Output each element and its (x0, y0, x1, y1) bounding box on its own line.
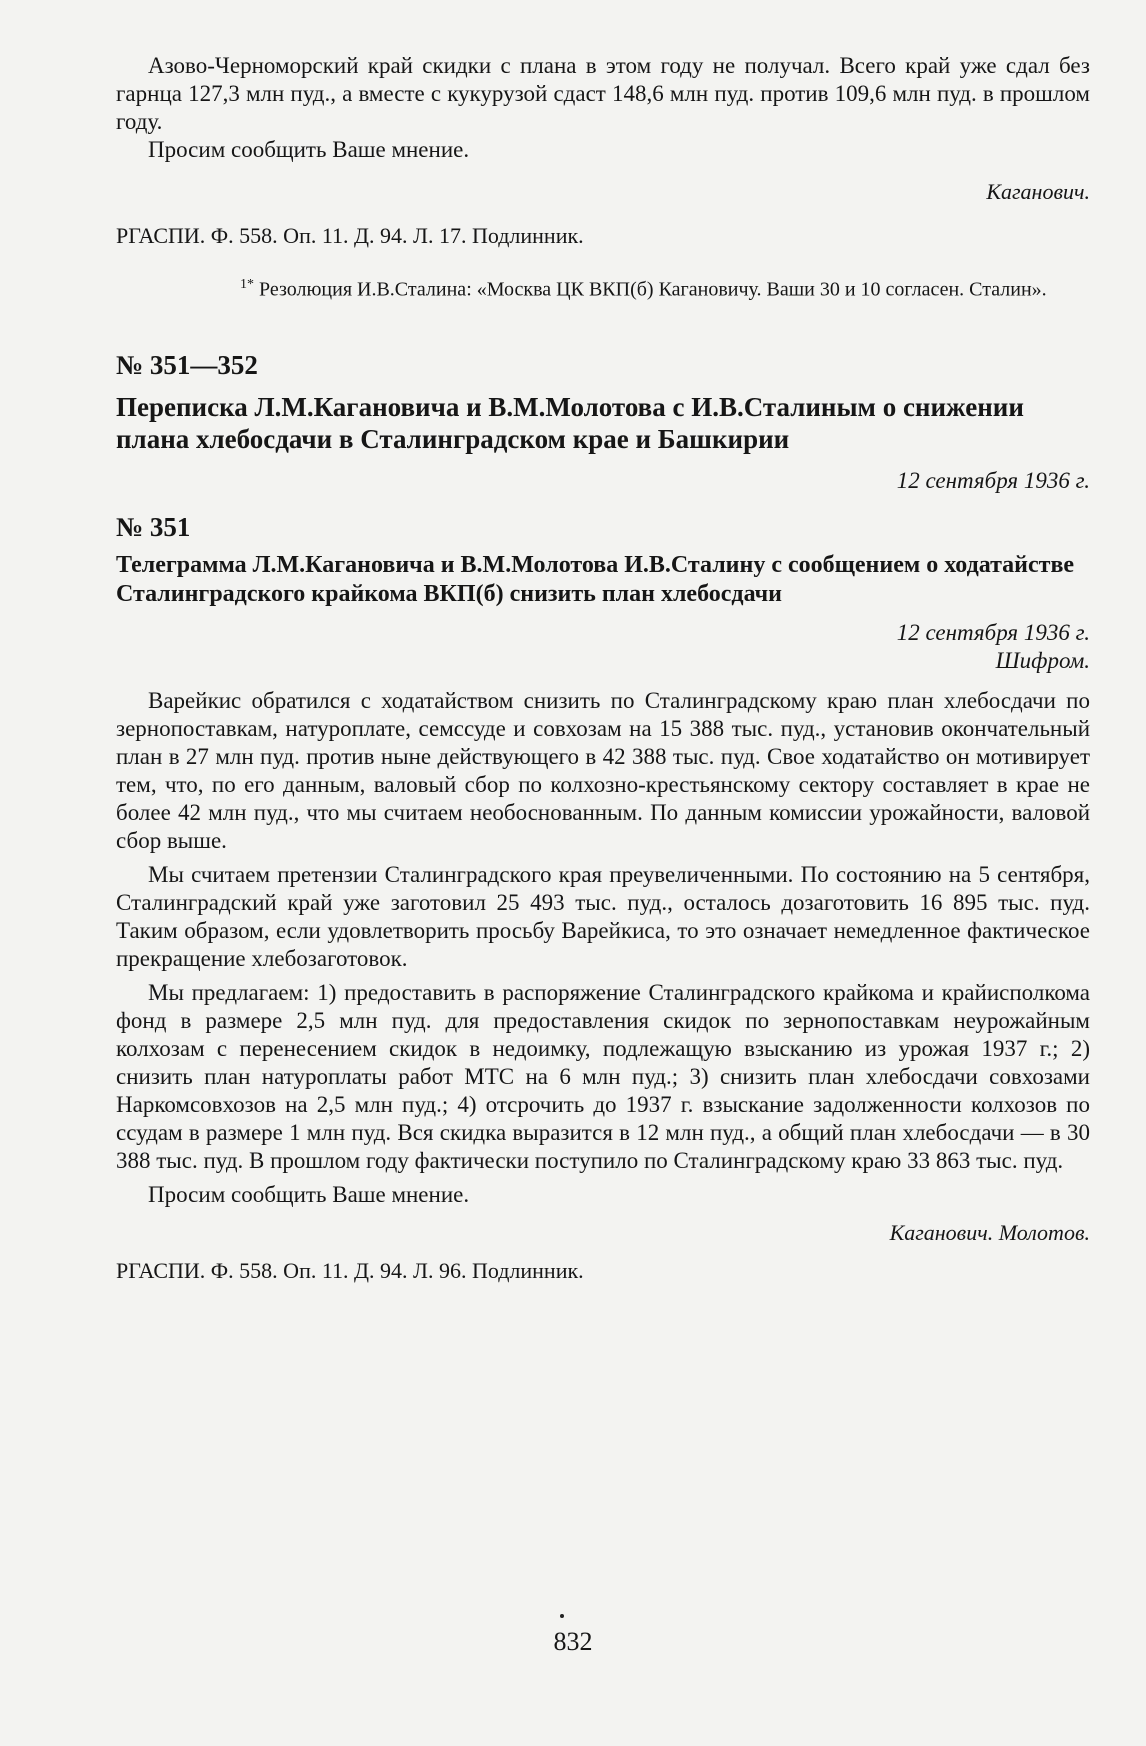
document-group-date: 12 сентября 1936 г. (896, 467, 1090, 493)
paragraph: Варейкис обратился с ходатайством снизить по Сталинградскому краю план хлебосдачи по зернопоставкам, натуроплате, семссуде и совхозам на 15 388 тыс. пуд., установив окончательный план в 27 млн пуд. против ныне действующего в 42 388 тыс. пуд. Свое ходатайство он мотивирует тем, что, по его данным, валовый сбор по колхозно-крестьянскому сектору составляет в крае не более 42 млн пуд., что мы считаем необоснованным. По данным комиссии урожайности, валовой сбор выше. (116, 687, 1090, 853)
paragraph: Просим сообщить Ваше мнение. (148, 137, 470, 162)
document-date: 12 сентября 1936 г. (896, 619, 1090, 645)
footnote-text: Резолюция И.В.Сталина: «Москва ЦК ВКП(б) Кагановичу. Ваши 30 и 10 согласен. Сталин». (259, 278, 1047, 301)
archive-source: РГАСПИ. Ф. 558. Оп. 11. Д. 94. Л. 17. Подлинник. (116, 223, 584, 248)
footnote-mark: 1* (240, 277, 254, 292)
cipher-note: Шифром. (995, 647, 1090, 673)
bleed-dot (560, 1614, 564, 1618)
signature: Каганович. Молотов. (889, 1219, 1090, 1245)
archive-source: РГАСПИ. Ф. 558. Оп. 11. Д. 94. Л. 96. Подлинник. (116, 1257, 584, 1283)
document-group-number: № 351—352 (116, 349, 258, 380)
paragraph: Мы считаем претензии Сталинградского края преувеличенными. По состоянию на 5 сентября, Сталинградский край уже заготовил 25 493 тыс. пуд., осталось дозаготовить 16 895 тыс. пуд. Таким образом, если удовлетворить просьбу Варейкиса, то это означает немедленное фактическое прекращение хлебозаготовок. (116, 861, 1090, 971)
paragraph: Мы предлагаем: 1) предоставить в распоряжение Сталинградского крайкома и крайисполкома фонд в размере 2,5 млн пуд. для предоставления скидок по зернопоставкам неурожайным колхозам с перенесением скидок в недоимку, подлежащую взысканию из урожая 1937 г.; 2) снизить план натуроплаты работ МТС на 6 млн пуд.; 3) снизить план хлебосдачи совхозами Наркомсовхозов на 2,5 млн пуд.; 4) отсрочить до 1937 г. взыскание задолженности колхозов по ссудам в размере 1 млн пуд. Вся скидка выразится в 12 млн пуд., а общий план хлебосдачи — в 30 388 тыс. пуд. В прошлом году фактически поступило по Сталинградскому краю 33 863 тыс. пуд. (116, 979, 1090, 1173)
page-number: 832 (553, 1627, 593, 1656)
signature: Каганович. (986, 179, 1090, 204)
document-number: № 351 (116, 511, 191, 542)
document-title: Телеграмма Л.М.Кагановича и В.М.Молотова И.В.Сталину с сообщением о ходатайстве Сталинградского крайкома ВКП(б) снизить план хлебосдачи (116, 551, 1075, 607)
paragraph: Просим сообщить Ваше мнение. (148, 1181, 470, 1207)
document-group-title: Переписка Л.М.Кагановича и В.М.Молотова с И.В.Сталиным о снижении плана хлебосдачи в Сталинградском крае и Башкирии (116, 391, 1024, 454)
footnote (116, 272, 1090, 303)
paragraph: Азово-Черноморский край скидки с плана в этом году не получал. Всего край уже сдал без гарнца 127,3 млн пуд., а вместе с кукурузой сдаст 148,6 млн пуд. против 109,6 млн пуд. в прошлом году. (116, 53, 1090, 134)
